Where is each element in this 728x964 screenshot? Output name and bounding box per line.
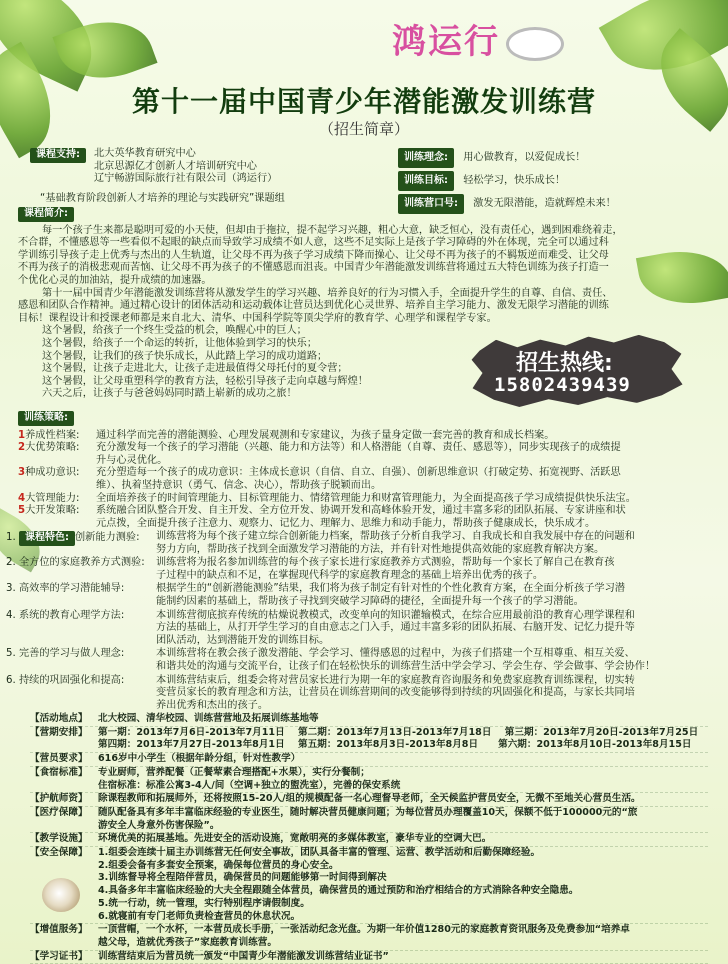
strategy-number: 2 [18,442,26,454]
feature-number: 3. [6,583,16,595]
feature-text: 本训练营彻底摈弃传统的枯燥说教模式，改变单向的知识灌输模式，在综合应用最前沿的教育心理学课程和 [156,609,635,621]
strategy-text: 升与心灵优化。 [96,454,168,466]
cloud-icon [506,27,564,61]
page-subtitle: （招生简章） [318,120,409,138]
idea-label: 训练理念: [398,148,454,168]
strategy-item [18,493,718,506]
detail-key: 【增值服务】 [30,924,88,936]
intro-line: 不合群，不懂感恩等一些看似不起眼的缺点而导致学习成绩不如人意，这些不足实际上是孩子学习障碍的外在体现，完全可以通过科 [18,237,609,249]
detail-row [30,727,708,753]
intro-line: 目标！课程设计和授课老师都是来自北大、清华、中国科学院等顶尖学府的教育学、心理学和课程学专家。 [18,312,497,324]
feature-text: 训练营将为每个孩子建立综合创新能力档案，帮助孩子分析自我学习、自我成长和自我发展中存在的问题和 [156,531,635,542]
detail-text: 第一期：2013年7月6日-2013年7月11日 第二期：2013年7月13日-2013年7月18日 第三期：2013年7月20日-2013年7月25日 [98,726,699,738]
intro-line: 这个暑假，让父母重塑科学的教育方法，轻松引导孩子走向卓越与辉煌！ [42,375,368,387]
idea-label: 训练营口号: [398,194,464,214]
intro-label: 课程简介: [18,207,74,222]
strategy-number: 1 [18,429,26,441]
idea-text: 轻松学习，快乐成长！ [463,175,566,186]
feature-key: 创新能力测验: [74,532,140,543]
feature-item [6,557,722,582]
feature-text: 和谐共处的沟通与交流平台，让孩子们在轻松快乐的训练营生活中学会学习、学会生存、学会做事、学会协作！ [156,660,656,672]
feature-item [6,610,722,648]
strategy-number: 5 [18,505,26,517]
detail-text: 训练营结束后为营员统一颁发“中国青少年潜能激发训练营结业证书” [98,950,389,962]
detail-text: 3.训练督导将全程陪伴营员，确保营员的问题能够第一时间得到解决 [98,872,387,884]
feature-item [6,583,722,608]
feature-key: 全方位的家庭教养方式测验: [18,557,145,569]
feature-key: 持续的巩固强化和提高: [18,674,125,686]
intro-line: 这个暑假，给孩子一个终生受益的机会，唤醒心中的巨人； [42,325,307,337]
idea-text: 激发无限潜能，造就辉煌未来！ [473,198,616,209]
detail-key: 【教学设施】 [30,833,88,845]
intro-line: 这个暑假，让我们的孩子快乐成长，从此踏上学习的成功道路； [42,350,328,362]
support-block [30,148,390,205]
strategy-key: 大优势策略: [25,442,80,454]
detail-text: 随队配备具有多年丰富临床经验的专业医生，随时解决营员健康问题；为每位营员办理覆盖10天，保额不低于100000元的“旅 [98,806,638,818]
detail-row [30,833,708,847]
detail-text: 越父母，造就优秀孩子”家庭教育训练营。 [98,936,277,948]
intro-line: 第十一届中国青少年潜能激发训练营将从激发学生的学习兴趣、培养良好的行为习惯入手，全面提升学生的自尊、自信、责任、 [42,287,613,299]
feature-number: 5. [6,648,16,660]
support-line: 北京思源亿才创新人才培训研究中心 [94,160,257,172]
strategy-label: 训练策略: [18,411,74,426]
intro-line: 这个暑假，给孩子一个命运的转折，让他体验到学习的快乐； [42,337,318,349]
strategy-text: 维）、执着坚持意识（勇气、信念、决心），帮助孩子脱颖而出。 [96,479,382,491]
detail-row [30,767,708,793]
intro-line: 六天之后，让孩子与爸爸妈妈同时踏上崭新的成功之旅！ [42,388,297,400]
detail-row [30,847,708,924]
feature-text: 能制约因素的基础上，帮助孩子寻找到突破学习障碍的捷径，全面提升每一个孩子的学习潜能。 [156,595,584,607]
feature-text: 本训练营结束后，组委会将对营员家长进行为期一年的家庭教育咨询服务和免费家庭教育训练课程，切实转 [156,674,635,686]
features-block [6,531,722,712]
feature-text: 团队活动，达到潜能开发的训练目标。 [156,634,330,646]
feature-key: 高效率的学习潜能辅导: [18,583,125,595]
strategy-item [18,442,718,467]
strategy-item [18,467,718,492]
strategy-block [18,411,718,530]
detail-key: 【学习证书】 [30,950,88,962]
strategy-text: 元点拨，全面提升孩子注意力、观察力、记忆力、理解力、思维力和动手能力，帮助孩子健康成长，快乐成才。 [96,517,596,529]
feature-number: 1. [6,532,16,543]
support-label: 课程支持: [30,148,86,163]
hotline-phone[interactable]: 15802439439 [494,374,631,396]
detail-key: 【护航师资】 [30,793,88,805]
detail-text: 616岁中小学生（根据年龄分组，针对性教学） [98,753,301,765]
activity-details [30,713,708,964]
feature-text: 变营员家长的教育理念和方法，让营员在训练营期间的改变能够得到持续的巩固强化和提高，与家长共同培 [156,687,635,699]
intro-line: 感恩和团队合作精神。通过精心设计的团体活动和运动载体让营员达到优化心灵世界、培养自主学习能力、激发无限学习潜能的训练 [18,300,609,312]
feature-item [6,675,722,713]
detail-text: 游安全人身意外伤害保险”。 [98,819,220,831]
snail-shell-decoration [42,878,80,912]
feature-key: 完善的学习与做人理念: [18,648,125,660]
detail-row [30,924,708,950]
strategy-text: 充分激发每一个孩子的学习潜能（兴趣、能力和方法等）和人格潜能（自尊、责任、感恩等），同步实现孩子的成绩提 [96,442,621,454]
brand-logo [392,14,564,63]
strategy-key: 种成功意识: [25,467,80,479]
intro-line: 每一个孩子生来都是聪明可爱的小天使，但却由于拖拉，提不起学习兴趣，粗心大意，缺乏恒心，没有责任心，遇到困难绕着走， [42,224,623,236]
intro-line: 不再为孩子的消极悲观而苦恼、让父母不再为孩子的不懂感恩而沮丧。中国青少年潜能激发训练营将通过五大特色训练为孩子打造一 [18,262,609,274]
detail-text: 4.具备多年丰富临床经验的大夫全程跟随全体营员，确保营员的通过预防和治疗相结合的方式消除各种安全隐患。 [98,885,579,897]
idea-text: 用心做教育，以爱促成长！ [463,152,586,163]
feature-key: 系统的教育心理学方法: [18,609,125,621]
feature-text: 方法的基础上，从打开学生学习的自由意志之门入手，通过丰富多彩的团队拓展、右脑开发、记忆力提升等 [156,622,635,634]
idea-label: 训练目标: [398,171,454,191]
feature-number: 4. [6,609,16,621]
detail-text: 5.统一行动，统一管理，实行特别程序请假制度。 [98,897,310,909]
detail-text: 北大校园、清华校园、训练营营地及拓展训练基地等 [98,713,319,724]
strategy-text: 系统融合团队整合开发、自主开发、全方位开发、协调开发和高峰体验开发，通过丰富多彩的团队拓展、专家讲座和状 [96,505,626,517]
strategy-number: 3 [18,467,26,479]
intro-line: 个优化心灵的加油站，提升成绩的加速器。 [18,274,212,286]
detail-text: 住宿标准：标准公寓3-4人/间（空调+独立的盥洗室），完善的保安系统 [98,779,401,791]
strategy-text: 全面培养孩子的时间管理能力、目标管理能力、情绪管理能力和财富管理能力，为全面提高孩子学习成绩提供快乐法宝。 [96,492,636,504]
detail-text: 2.组委会备有多套安全预案，确保每位营员的身心安全。 [98,859,339,871]
detail-text: 6.就寝前有专门老师负责检查营员的休息状况。 [98,910,301,922]
detail-text: 1.组委会连续十届主办训练营无任何安全事故，团队具备丰富的管理、运营、教学活动和后勤保障经验。 [98,847,541,859]
hotline-label: 招生热线: [516,351,613,376]
detail-text: 第四期：2013年7月27日-2013年8月1日 第五期：2013年8月3日-2013年8月8日 第六期：2013年8月10日-2013年8月15日 [98,739,692,751]
feature-text: 努力方向，帮助孩子找到全面激发学习潜能的方法，并有针对性地提供高效能的家庭教育解决方案。 [156,543,605,555]
strategy-item [18,430,718,443]
feature-text: 子过程中的缺点和不足，在掌握现代科学的家庭教育理念的基础上培养出优秀的孩子。 [156,569,544,581]
detail-row [30,793,708,807]
intro-line: 这个暑假，让孩子走进北大，让孩子走进最值得父母托付的夏令营； [42,363,348,375]
detail-key: 【医疗保障】 [30,806,88,818]
support-line: 北大英华教育研究中心 [94,148,196,159]
feature-item [6,531,722,556]
detail-key: 【食宿标准】 [30,766,88,778]
feature-item [6,648,722,673]
brand-logo-text: 鸿运行 [392,22,500,62]
features-label: 课程特色: [19,531,75,546]
support-project: “基础教育阶段创新人才培养的理论与实践研究”课题组 [40,192,285,204]
detail-key: 【安全保障】 [30,847,88,859]
detail-row [30,753,708,767]
detail-row [30,951,708,964]
detail-text: 环境优美的拓展基地。先进安全的活动设施，宽敞明亮的多媒体教室，豪华专业的空调大巴。 [98,833,492,845]
strategy-key: 大开发策略: [25,505,80,517]
feature-text: 训练营将为报名参加训练营的每个孩子家长进行家庭教养方式测验，帮助每一个家长了解自己在教育孩 [156,557,615,569]
page-title: 第十一届中国青少年潜能激发训练营 [131,85,596,118]
detail-row [30,807,708,833]
feature-text: 本训练营将在教会孩子激发潜能、学会学习、懂得感恩的过程中，为孩子们搭建一个互相尊重、相互关爱、 [156,648,635,660]
detail-key: 【营员要求】 [30,753,88,765]
detail-key: 【营期安排】 [30,726,88,738]
strategy-key: 大管理能力: [25,492,80,504]
strategy-number: 4 [18,492,26,504]
feature-number: 6. [6,674,16,686]
detail-row [30,713,708,727]
support-line: 辽宁畅游国际旅行社有限公司（鸿运行） [94,173,278,185]
detail-text: 专业厨师，营养配餐（正餐荤素合理搭配+水果），实行分餐制； [98,766,370,778]
strategy-key: 养成性档案: [25,429,80,441]
feature-number: 2. [6,557,16,569]
feature-text: 根据学生的“创新潜能测验”结果，我们将为孩子制定有针对性的个性化教育方案，在全面分析孩子学习潜 [156,583,625,595]
intro-line: 学训练引导孩子走上优秀与杰出的人生轨道，让父母不再为孩子学习成绩下降而操心、让父母不再为孩子的不羁叛逆而难受、让父母 [18,249,609,261]
detail-key: 【活动地点】 [30,713,88,724]
detail-text: 除课程教师和拓展师外，还将按照15-20人/组的规模配备一名心理督导老师，全天候监护营员安全，无微不至地关心营员生活。 [98,793,641,805]
ideas-block [398,148,718,214]
strategy-item [18,505,718,530]
strategy-text: 通过科学而完善的潜能测验、心理发展观测和专家建议，为孩子量身定做一套完善的教育和成长档案。 [96,429,555,441]
detail-text: 一顶营帽，一个水杯，一本营员成长手册，一张活动纪念光盘。为期一年价值1280元的家庭教育资讯服务及免费参加“培养卓 [98,924,630,936]
feature-text: 养出优秀和杰出的孩子。 [156,699,269,711]
strategy-text: 充分塑造每一个孩子的成功意识：主体成长意识（自信、自立、自强）、创新思维意识（打破定势、拓宽视野、活跃思 [96,467,621,479]
